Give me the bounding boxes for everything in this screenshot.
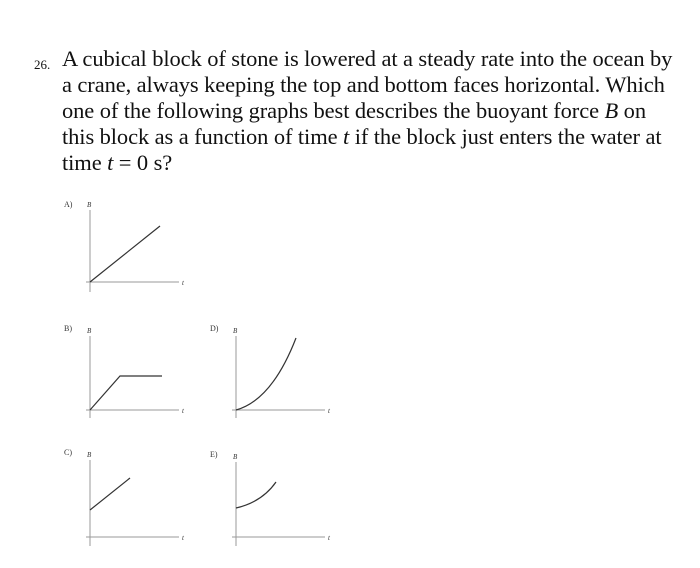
- option-d-label: D): [210, 324, 219, 333]
- option-e-curve: [236, 482, 276, 508]
- option-d-svg: [210, 318, 340, 428]
- option-e-label: E): [210, 450, 218, 459]
- question-text-part: = 0 s?: [113, 150, 173, 175]
- option-b-curve: [90, 376, 162, 410]
- option-e-x-label: t: [328, 534, 330, 542]
- question-text-part: if the block just enters the water at time: [62, 124, 662, 175]
- option-b-y-label: B: [87, 327, 92, 335]
- option-a-label: A): [64, 200, 73, 209]
- option-e-svg: [210, 442, 340, 552]
- question-text-part: A cubical block of stone is lowered at a steady rate into the ocean by a crane, always keeping the top and bottom faces horizontal. Which one of the following graphs best describes the buoyant force: [62, 46, 673, 123]
- option-c-svg: [64, 442, 194, 552]
- option-a-curve: [90, 226, 160, 282]
- question-text: [62, 46, 682, 176]
- time-var: t: [343, 124, 350, 149]
- option-d-x-label: t: [328, 407, 330, 415]
- option-b-svg: [64, 318, 194, 428]
- option-a-svg: [64, 192, 194, 302]
- option-c-graph[interactable]: [64, 442, 184, 552]
- option-b-label: B): [64, 324, 72, 333]
- option-a-x-label: t: [182, 279, 184, 287]
- option-c-label: C): [64, 448, 72, 457]
- option-c-x-label: t: [182, 534, 184, 542]
- question-text-part: on this block as a function of time: [62, 98, 646, 149]
- option-c-y-label: B: [87, 451, 92, 459]
- question-number: 26.: [34, 57, 51, 72]
- option-b-graph[interactable]: [64, 318, 184, 428]
- option-a-y-label: B: [87, 201, 92, 209]
- buoyant-force-var: B: [604, 98, 619, 123]
- option-d-graph[interactable]: [210, 318, 330, 428]
- option-c-curve: [90, 478, 130, 510]
- option-b-x-label: t: [182, 407, 184, 415]
- option-d-curve: [236, 338, 296, 410]
- option-d-y-label: B: [233, 327, 238, 335]
- option-e-y-label: B: [233, 453, 238, 461]
- option-a-graph[interactable]: [64, 192, 184, 302]
- time-var: t: [107, 150, 114, 175]
- option-e-graph[interactable]: [210, 442, 330, 552]
